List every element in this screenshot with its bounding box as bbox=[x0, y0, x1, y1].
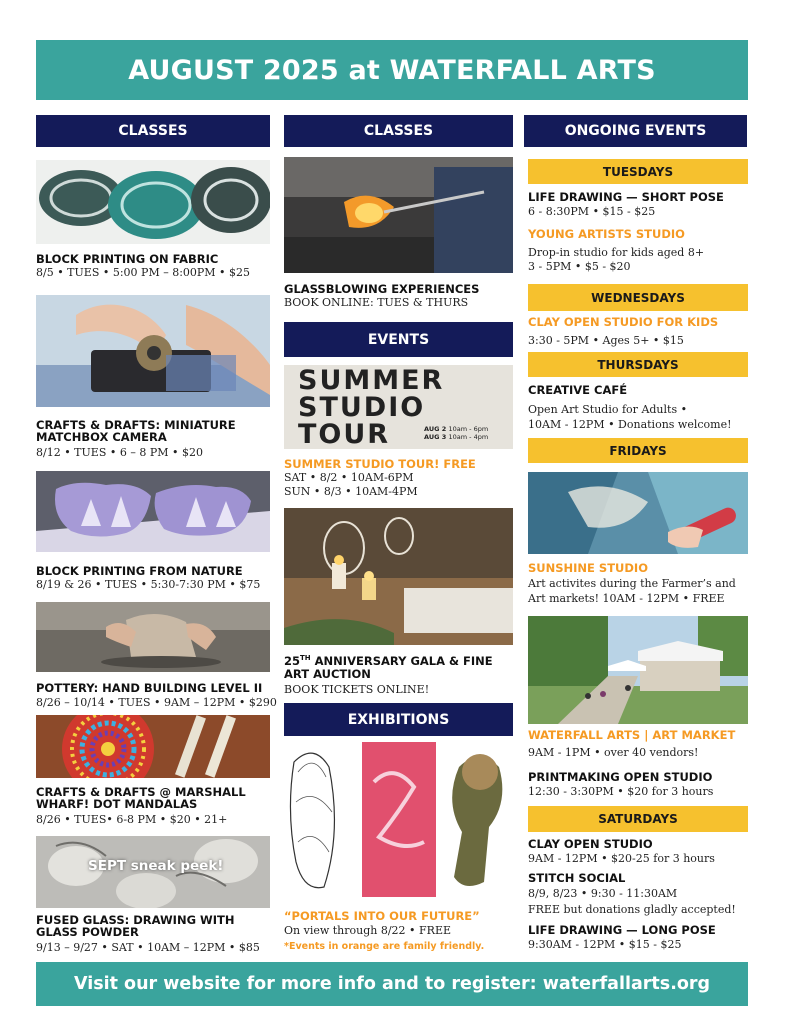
event-title-family: YOUNG ARTISTS STUDIO bbox=[528, 227, 685, 241]
event-details: 12:30 - 3:30PM • $20 for 3 hours bbox=[528, 785, 714, 798]
day-label: SATURDAYS bbox=[598, 812, 678, 826]
sneak-peek-overlay-text: SEPT sneak peek! bbox=[88, 858, 224, 874]
tour-date-2: AUG 3 bbox=[424, 433, 447, 441]
glassblowing-details: BOOK ONLINE: TUES & THURS bbox=[284, 296, 469, 309]
gala-title-number: 25 bbox=[284, 654, 301, 668]
exhibition-image bbox=[284, 742, 513, 902]
matchbox-camera-image bbox=[36, 295, 270, 407]
event-title-family: CLAY OPEN STUDIO FOR KIDS bbox=[528, 315, 719, 329]
event-details: 8/9, 8/23 • 9:30 - 11:30AM bbox=[528, 887, 678, 900]
event-title-family: WATERFALL ARTS | ART MARKET bbox=[528, 728, 736, 742]
tour-graphic-line3: TOUR bbox=[298, 419, 391, 449]
summer-studio-tour-graphic bbox=[284, 365, 513, 449]
section-title: CLASSES bbox=[363, 123, 434, 139]
gala-title bbox=[284, 655, 493, 667]
day-label: FRIDAYS bbox=[609, 443, 667, 458]
glassblowing-image bbox=[284, 157, 513, 273]
class-title: BLOCK PRINTING FROM NATURE bbox=[36, 564, 243, 578]
exhibit-details: On view through 8/22 • FREE bbox=[284, 924, 452, 937]
day-label: THURSDAYS bbox=[597, 357, 679, 372]
class-details: 8/5 • TUES • 5:00 PM – 8:00PM • $25 bbox=[36, 266, 251, 279]
page-title-banner bbox=[36, 40, 748, 100]
event-details: 9AM - 1PM • over 40 vendors! bbox=[528, 746, 699, 759]
event-details: Art activites during the Farmer’s and bbox=[528, 577, 736, 590]
class-title-line2: MATCHBOX CAMERA bbox=[36, 430, 167, 444]
tour-graphic-dates bbox=[424, 425, 488, 441]
dot-mandalas-image bbox=[36, 715, 270, 778]
gala-details: BOOK TICKETS ONLINE! bbox=[284, 683, 430, 696]
day-label: TUESDAYS bbox=[602, 164, 674, 179]
page-title: AUGUST 2025 at WATERFALL ARTS bbox=[128, 54, 656, 86]
tour-sat: SAT • 8/2 • 10AM-6PM bbox=[284, 471, 414, 484]
section-title: CLASSES bbox=[118, 123, 188, 139]
wednesdays-header bbox=[528, 284, 748, 311]
class-details: 8/19 & 26 • TUES • 5:30-7:30 PM • $75 bbox=[36, 578, 261, 591]
gala-image bbox=[284, 508, 513, 645]
block-printing-nature-image bbox=[36, 471, 270, 552]
website-footer-banner bbox=[36, 962, 748, 1006]
tour-sun: SUN • 8/3 • 10AM-4PM bbox=[284, 485, 418, 498]
event-details: Open Art Studio for Adults • bbox=[528, 403, 688, 416]
art-market-image bbox=[528, 616, 748, 724]
class-details: 8/26 – 10/14 • TUES • 9AM – 12PM • $290 bbox=[36, 696, 277, 709]
event-title: LIFE DRAWING — SHORT POSE bbox=[528, 190, 724, 204]
ongoing-events-header bbox=[524, 115, 747, 147]
class-title: FUSED GLASS: DRAWING WITH bbox=[36, 913, 235, 927]
gala-title-suffix: TH bbox=[300, 654, 311, 663]
event-title: STITCH SOCIAL bbox=[528, 871, 626, 885]
event-details: 6 - 8:30PM • $15 - $25 bbox=[528, 205, 656, 218]
classes-header-col1 bbox=[36, 115, 270, 147]
event-title-family: SUNSHINE STUDIO bbox=[528, 561, 648, 575]
tour-time-1: 10am - 6pm bbox=[448, 425, 489, 433]
class-title-line2: GLASS POWDER bbox=[36, 925, 139, 939]
glassblowing-title: GLASSBLOWING EXPERIENCES bbox=[284, 282, 480, 296]
pottery-image bbox=[36, 602, 270, 672]
event-title: LIFE DRAWING — LONG POSE bbox=[528, 923, 716, 937]
class-details: 8/12 • TUES • 6 – 8 PM • $20 bbox=[36, 446, 203, 459]
gala-title-line2: ART AUCTION bbox=[284, 667, 371, 681]
event-details: 3 - 5PM • $5 - $20 bbox=[528, 260, 631, 273]
tuesdays-header bbox=[528, 159, 748, 184]
family-friendly-note: *Events in orange are family friendly. bbox=[284, 941, 485, 952]
tour-title: SUMMER STUDIO TOUR! FREE bbox=[284, 457, 476, 471]
tour-date-1: AUG 2 bbox=[424, 425, 447, 433]
saturdays-header bbox=[528, 806, 748, 832]
section-title: EVENTS bbox=[367, 331, 430, 348]
event-details: 9AM - 12PM • $20-25 for 3 hours bbox=[528, 852, 715, 865]
class-title: BLOCK PRINTING ON FABRIC bbox=[36, 252, 219, 266]
class-details: 9/13 – 9/27 • SAT • 10AM – 12PM • $85 bbox=[36, 941, 260, 954]
exhibitions-header bbox=[284, 703, 513, 736]
class-title-line2: WHARF! DOT MANDALAS bbox=[36, 797, 198, 811]
class-title: CRAFTS & DRAFTS @ MARSHALL bbox=[36, 785, 246, 799]
classes-header-col2 bbox=[284, 115, 513, 147]
website-link-text[interactable]: Visit our website for more info and to register: waterfallarts.org bbox=[73, 974, 711, 994]
fused-glass-image bbox=[36, 836, 270, 908]
event-details: 10AM - 12PM • Donations welcome! bbox=[528, 418, 732, 431]
thursdays-header bbox=[528, 352, 748, 377]
exhibit-title: “PORTALS INTO OUR FUTURE” bbox=[284, 909, 480, 923]
event-details: 9:30AM - 12PM • $15 - $25 bbox=[528, 938, 682, 951]
class-title: POTTERY: HAND BUILDING LEVEL II bbox=[36, 681, 263, 695]
event-details: Drop-in studio for kids aged 8+ bbox=[528, 246, 705, 259]
gala-title-text: ANNIVERSARY GALA & FINE bbox=[310, 654, 493, 668]
section-title: ONGOING EVENTS bbox=[564, 123, 707, 139]
tour-graphic-line2: STUDIO bbox=[298, 392, 426, 423]
class-details: 8/26 • TUES• 6-8 PM • $20 • 21+ bbox=[36, 813, 228, 826]
event-details: 3:30 - 5PM • Ages 5+ • $15 bbox=[528, 334, 684, 347]
event-title: CLAY OPEN STUDIO bbox=[528, 837, 653, 851]
event-details: FREE but donations gladly accepted! bbox=[528, 903, 736, 916]
event-details: Art markets! 10AM - 12PM • FREE bbox=[528, 592, 725, 605]
tour-time-2: 10am - 4pm bbox=[448, 433, 489, 441]
section-title: EXHIBITIONS bbox=[347, 711, 450, 728]
event-title: CREATIVE CAFÉ bbox=[528, 383, 628, 397]
event-title: PRINTMAKING OPEN STUDIO bbox=[528, 770, 713, 784]
sunshine-studio-image bbox=[528, 472, 748, 554]
events-header bbox=[284, 322, 513, 357]
class-title: CRAFTS & DRAFTS: MINIATURE bbox=[36, 418, 236, 432]
fridays-header bbox=[528, 438, 748, 463]
day-label: WEDNESDAYS bbox=[591, 290, 685, 305]
block-printing-fabric-image bbox=[36, 160, 270, 244]
tour-graphic-line1: SUMMER bbox=[298, 365, 445, 396]
